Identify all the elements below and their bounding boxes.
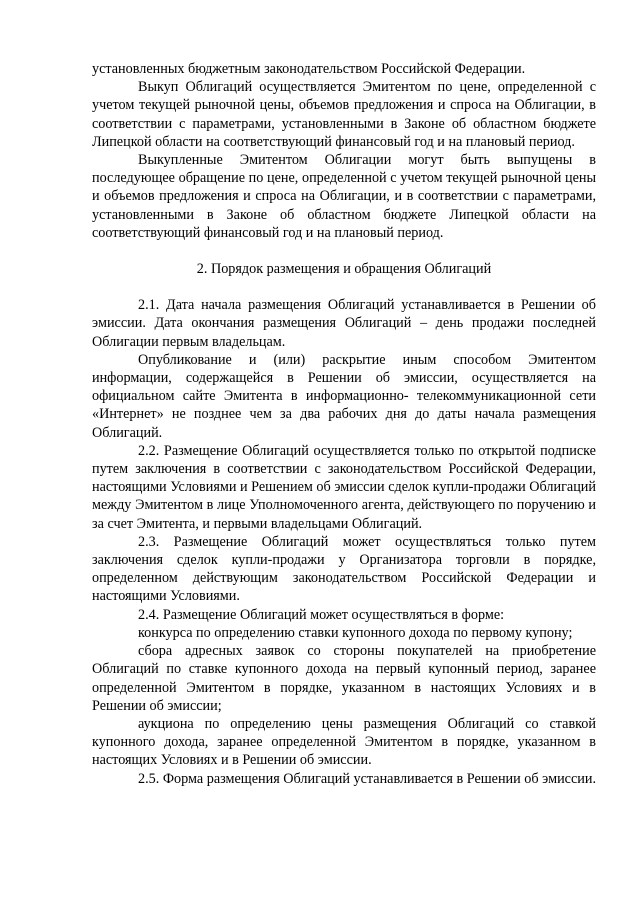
- paragraph-2-1: 2.1. Дата начала размещения Облигаций устанавливается в Решении об эмиссии. Дата окончания размещения Облигаций – день продажи последней Облигации первым владельцам.: [92, 297, 596, 350]
- list-item-auction: аукциона по определению цены размещения Облигаций со ставкой купонного дохода, заранее определенной Эмитентом в порядке, указанном в настоящих Условиях и в Решении об эмиссии.: [92, 715, 596, 769]
- list-item-bids: сбора адресных заявок со стороны покупателей на приобретение Облигаций по ставке купонного дохода на первый купонный период, заранее определенной Эмитентом в порядке, указанном в настоящих Условиях и в Решении об эмиссии;: [92, 643, 596, 714]
- document-page: [92, 60, 596, 788]
- list-item-contest: конкурса по определению ставки купонного дохода по первому купону;: [138, 624, 573, 641]
- section-heading: 2. Порядок размещения и обращения Облигаций: [196, 261, 492, 278]
- paragraph-2-5: 2.5. Форма размещения Облигаций устанавливается в Решении об эмиссии.: [138, 770, 597, 787]
- paragraph-bond-buyback: Выкуп Облигаций осуществляется Эмитентом по цене, определенной с учетом текущей рыночной цены, объемов предложения и спроса на Облигации, в соответствии с параметрами, установленными в Законе об областном бюджете Липецкой области на соответствующий финансовый год и на плановый период.: [92, 79, 596, 150]
- paragraph-publication: Опубликование и (или) раскрытие иным способом Эмитентом информации, содержащейся в Решении об эмиссии, осуществляется на официальном сайте Эмитента в информационно- телекоммуникационной сети «Интернет» не позднее чем за два рабочих дня до даты начала размещения Облигаций.: [92, 351, 596, 441]
- paragraph-2-3: 2.3. Размещение Облигаций может осуществляться только путем заключения сделок купли-продажи у Организатора торговли в порядке, определенном действующим законодательством Российской Федерации и настоящими Условиями.: [92, 533, 596, 605]
- paragraph-bond-reissue: Выкупленные Эмитентом Облигации могут быть выпущены в последующее обращение по цене, определенной с учетом текущей рыночной цены и объемов предложения и спроса на Облигации, и в соответствии с параметрами, установленными в Законе об областном бюджете Липецкой области на соответствующий финансовый год и на плановый период.: [92, 152, 596, 241]
- paragraph-continuation: установленных бюджетным законодательством Российской Федерации.: [92, 61, 526, 77]
- paragraph-2-2: 2.2. Размещение Облигаций осуществляется только по открытой подписке путем заключения в соответствии с законодательством Российской Федерации, настоящими Условиями и Решением об эмиссии сделок купли-продажи Облигаций между Эмитентом в лице Уполномоченного агента, действующего по поручению и за счет Эмитента, и первыми владельцами Облигаций.: [92, 442, 596, 532]
- paragraph-2-4: 2.4. Размещение Облигаций может осуществляться в форме:: [138, 606, 505, 623]
